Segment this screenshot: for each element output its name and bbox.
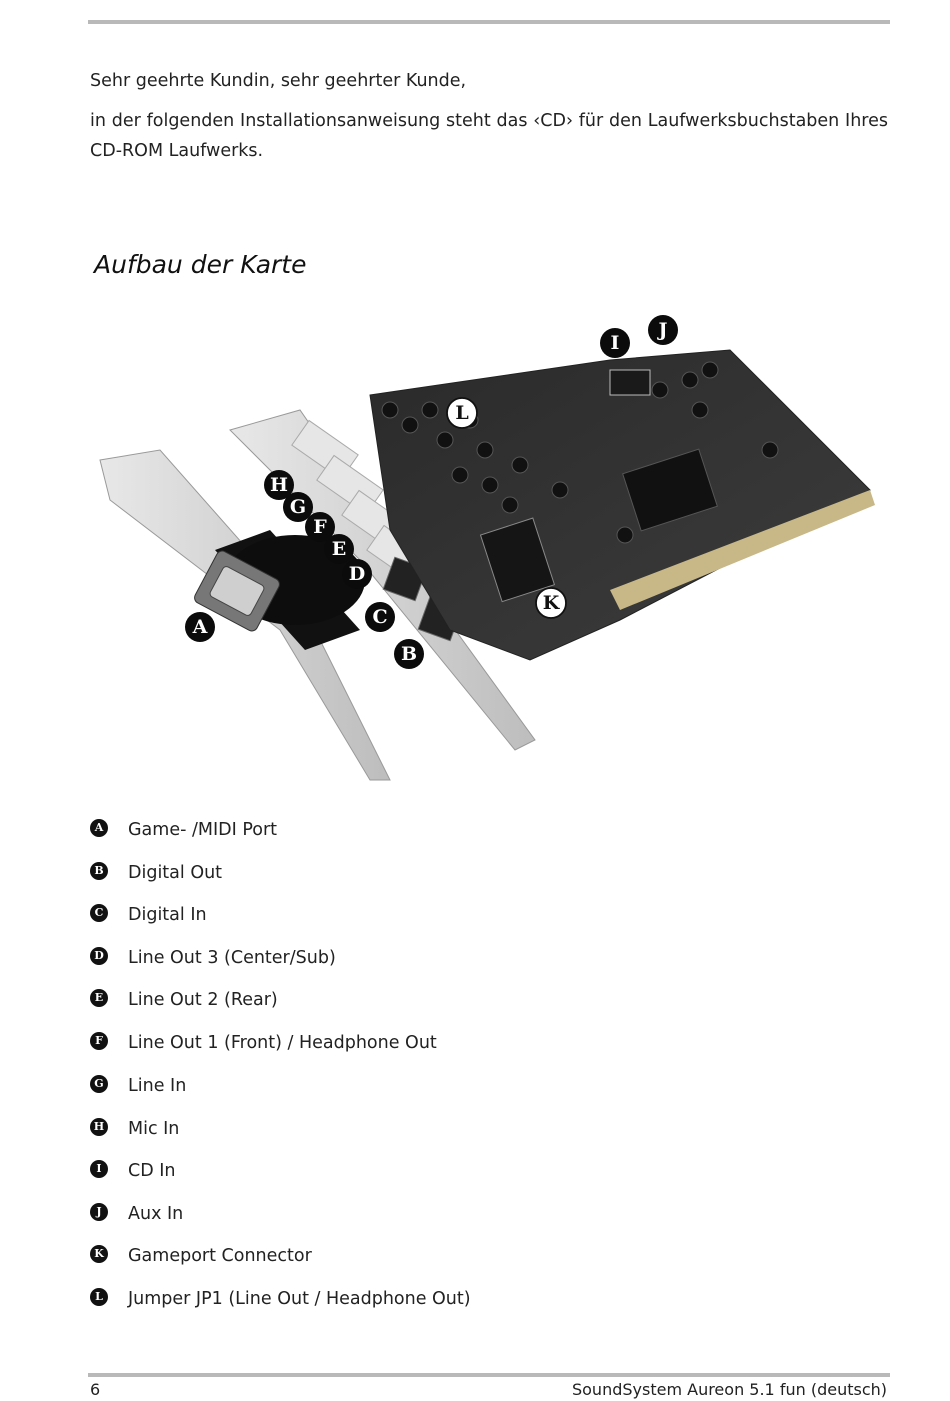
svg-text:I: I — [610, 332, 620, 354]
callout-J — [648, 315, 678, 345]
legend-item — [90, 1116, 880, 1146]
legend-item — [90, 945, 880, 975]
legend-badge: D — [90, 947, 108, 965]
circuit-board — [370, 350, 875, 660]
callout-A — [185, 612, 215, 642]
svg-text:H: H — [270, 474, 288, 496]
callout-B — [394, 639, 424, 669]
svg-text:F: F — [313, 516, 327, 538]
legend-text: Jumper JP1 (Line Out / Headphone Out) — [128, 1289, 471, 1309]
legend-item — [90, 1158, 880, 1188]
legend-item — [90, 987, 880, 1017]
section-heading: Aufbau der Karte — [94, 250, 307, 279]
legend-badge: E — [90, 989, 108, 1007]
legend-text: Gameport Connector — [128, 1246, 312, 1266]
footer-title: SoundSystem Aureon 5.1 fun (deutsch) — [571, 1380, 887, 1399]
legend-text: Line Out 3 (Center/Sub) — [128, 948, 336, 968]
svg-text:B: B — [400, 643, 418, 665]
svg-text:K: K — [542, 592, 560, 614]
legend-item — [90, 1201, 880, 1231]
svg-text:C: C — [372, 606, 388, 628]
legend-item — [90, 1073, 880, 1103]
legend-text: Mic In — [128, 1119, 180, 1139]
callout-D — [342, 559, 372, 589]
legend-badge: K — [90, 1245, 108, 1263]
bottom-rule — [88, 1373, 890, 1377]
legend-badge: B — [90, 862, 108, 880]
page-number: 6 — [90, 1380, 101, 1399]
callout-I — [600, 328, 630, 358]
legend-badge: L — [90, 1288, 108, 1306]
legend-text: Digital Out — [128, 863, 223, 883]
legend-text: Aux In — [128, 1204, 184, 1224]
callout-L — [447, 398, 477, 428]
legend-badge: H — [90, 1118, 108, 1136]
legend-text: Line Out 2 (Rear) — [128, 990, 278, 1010]
legend-text: Digital In — [128, 905, 207, 925]
greeting-text: Sehr geehrte Kundin, sehr geehrter Kunde, — [90, 71, 467, 91]
legend-item — [90, 902, 880, 932]
svg-text:A: A — [192, 616, 208, 638]
legend-badge: G — [90, 1075, 108, 1093]
callout-H — [264, 470, 294, 500]
legend-badge: F — [90, 1032, 108, 1050]
intro-paragraph: in der folgenden Installationsanweisung steht das ‹CD› für den Laufwerksbuchstaben Ihres CD-ROM Laufwerks. — [90, 111, 888, 161]
legend-text: Line In — [128, 1076, 187, 1096]
legend-item — [90, 1286, 880, 1316]
legend-text: Game- /MIDI Port — [128, 820, 278, 840]
callout-C — [365, 602, 395, 632]
svg-text:D: D — [348, 563, 366, 585]
legend-badge: I — [90, 1160, 108, 1178]
legend-item — [90, 1030, 880, 1060]
legend-badge: A — [90, 819, 108, 837]
legend-text: CD In — [128, 1161, 176, 1181]
svg-text:L: L — [455, 402, 469, 424]
legend-badge: C — [90, 904, 108, 922]
svg-text:G: G — [289, 496, 307, 518]
callout-K — [536, 588, 566, 618]
sound-card-figure — [90, 300, 890, 800]
svg-text:E: E — [331, 538, 347, 560]
legend-text: Line Out 1 (Front) / Headphone Out — [128, 1033, 437, 1053]
legend-item — [90, 1243, 880, 1273]
legend-badge: J — [90, 1203, 108, 1221]
svg-text:J: J — [658, 319, 668, 341]
legend-item — [90, 817, 880, 847]
top-rule — [88, 20, 890, 24]
sound-card-photo — [90, 300, 890, 800]
legend-item — [90, 860, 880, 890]
